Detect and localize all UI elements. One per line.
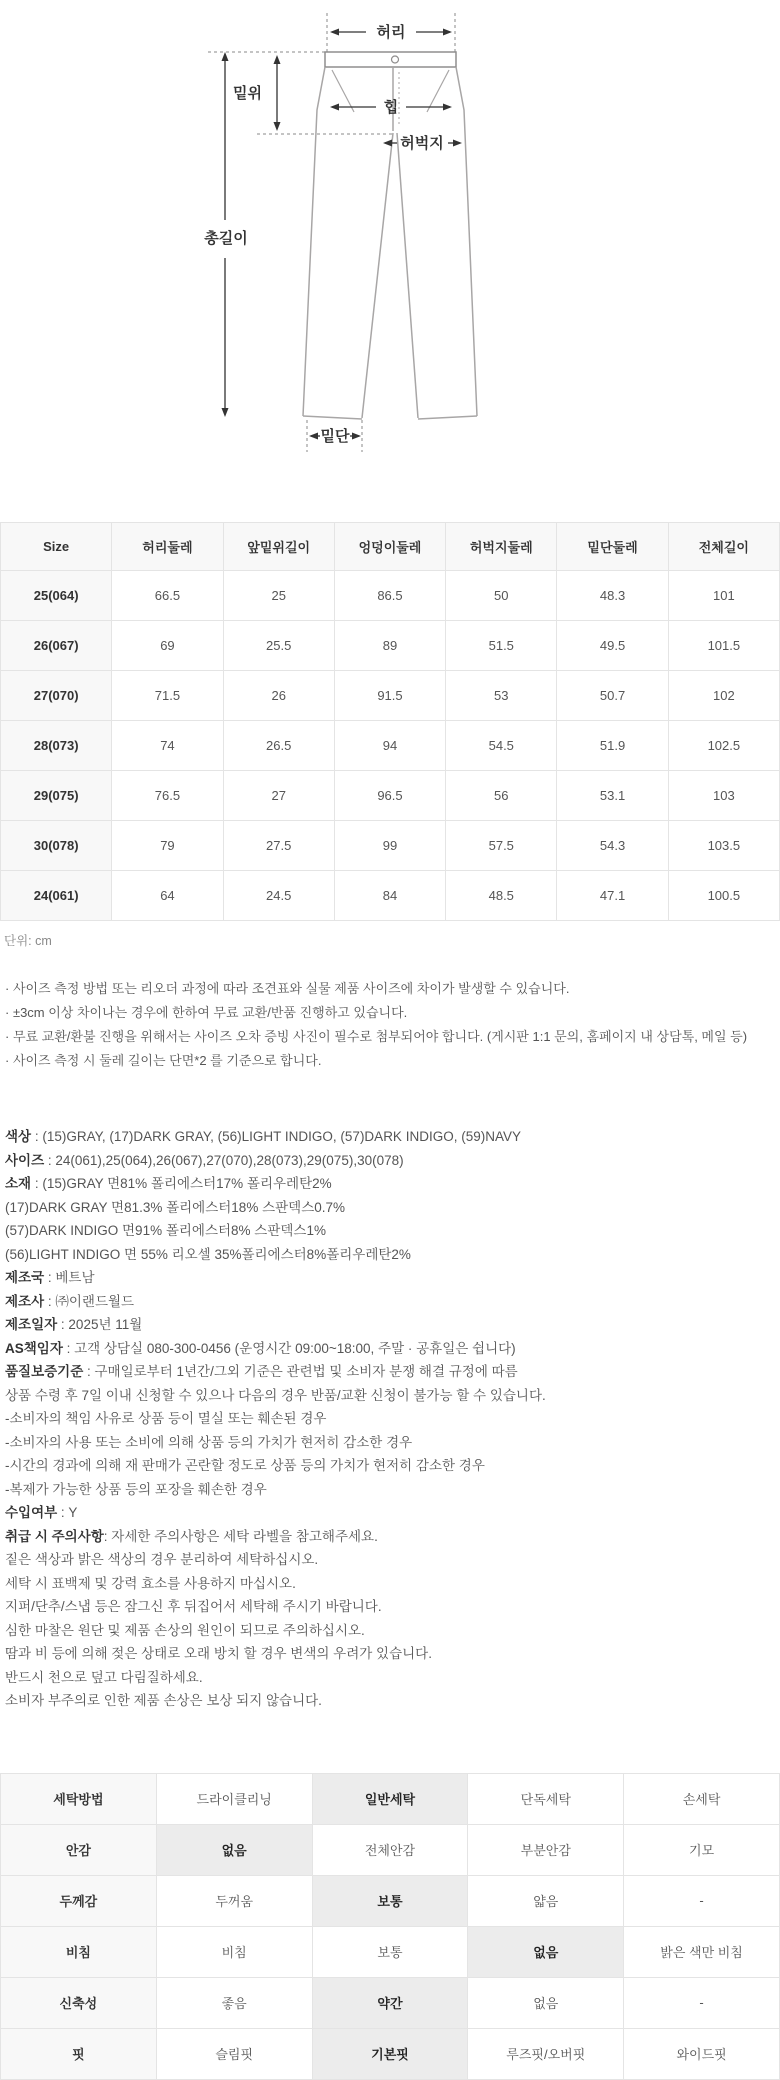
product-info-text: -소비자의 사용 또는 소비에 의해 상품 등의 가치가 현저히 감소한 경우 — [5, 1434, 413, 1450]
product-info-text: 소비자 부주의로 인한 제품 손상은 보상 되지 않습니다. — [5, 1693, 322, 1708]
size-table-row — [1, 571, 780, 621]
unit-note: 단위: cm — [4, 934, 52, 948]
measurement-cell: 89 — [334, 621, 445, 671]
care-table-row — [1, 1926, 780, 1977]
measurement-cell: 25 — [223, 571, 334, 621]
size-table-row — [1, 671, 780, 721]
size-column-header: 밑단둘레 — [557, 523, 668, 571]
product-info-label: AS책임자 — [5, 1340, 63, 1356]
thigh-label: 허벅지 — [400, 135, 444, 152]
size-cell: 24(061) — [1, 871, 112, 921]
product-info-line — [5, 1337, 780, 1361]
care-option: 단독세탁 — [468, 1773, 624, 1824]
product-info-line — [5, 1666, 780, 1690]
size-table-row — [1, 621, 780, 671]
total-length-label: 총길이 — [204, 230, 248, 247]
product-info-label: 수입여부 — [5, 1505, 58, 1520]
product-info-line — [5, 1548, 780, 1572]
product-info-label: 품질보증기준 — [5, 1364, 84, 1379]
measurement-cell: 102.5 — [668, 721, 779, 771]
measurement-cell: 57.5 — [446, 821, 557, 871]
care-option: 두꺼움 — [156, 1875, 312, 1926]
rise-label: 밑위 — [233, 85, 262, 102]
care-option-selected: 없음 — [156, 1824, 312, 1875]
pants-diagram-svg — [0, 0, 780, 470]
size-table-row — [1, 771, 780, 821]
measurement-cell: 101 — [668, 571, 779, 621]
product-info-text: 반드시 천으로 덮고 다림질하세요. — [5, 1669, 203, 1685]
size-table-row — [1, 871, 780, 921]
measurement-cell: 48.3 — [557, 571, 668, 621]
product-info-line — [5, 1313, 780, 1337]
care-option-selected: 없음 — [468, 1926, 624, 1977]
care-row-label: 두께감 — [1, 1875, 157, 1926]
product-info-text: : 24(061),25(064),26(067),27(070),28(073),29(075),30(078) — [44, 1152, 404, 1168]
measurement-cell: 86.5 — [334, 571, 445, 621]
product-info-line — [5, 1572, 780, 1596]
product-info-text: : Y — [57, 1505, 78, 1520]
product-info-text: : 자세한 주의사항은 세탁 라벨을 참고해주세요. — [103, 1528, 378, 1544]
measurement-cell: 27.5 — [223, 821, 334, 871]
hem-label: 밑단 — [320, 428, 350, 445]
measurement-cell: 100.5 — [668, 871, 779, 921]
product-info — [0, 1125, 780, 1713]
product-info-text: 세탁 시 표백제 및 강력 효소를 사용하지 마십시오. — [5, 1575, 296, 1591]
measurement-cell: 49.5 — [557, 621, 668, 671]
care-option: 밝은 색만 비침 — [624, 1926, 780, 1977]
measurement-cell: 48.5 — [446, 871, 557, 921]
product-info-text: -시간의 경과에 의해 재 판매가 곤란할 정도로 상품 등의 가치가 현저히 감소한 경우 — [5, 1458, 485, 1473]
product-info-line — [5, 1431, 780, 1455]
care-option: 기모 — [624, 1824, 780, 1875]
product-info-label: 제조일자 — [5, 1317, 58, 1332]
care-option: 좋음 — [156, 1977, 312, 2028]
measurement-cell: 99 — [334, 821, 445, 871]
size-cell: 30(078) — [1, 821, 112, 871]
product-info-line — [5, 1689, 780, 1713]
product-info-line — [5, 1478, 780, 1502]
care-option-selected: 일반세탁 — [312, 1773, 468, 1824]
product-info-line — [5, 1196, 780, 1220]
measurement-cell: 53.1 — [557, 771, 668, 821]
measurement-cell: 76.5 — [112, 771, 223, 821]
product-info-text: : (15)GRAY, (17)DARK GRAY, (56)LIGHT INDIGO, (57)DARK INDIGO, (59)NAVY — [31, 1129, 521, 1144]
size-note-line: · 사이즈 측정 방법 또는 리오더 과정에 따라 조견표와 실물 제품 사이즈에 차이가 발생할 수 있습니다. — [5, 981, 570, 996]
size-column-header: 엉덩이둘레 — [334, 523, 445, 571]
measurement-cell: 84 — [334, 871, 445, 921]
care-table-row — [1, 2028, 780, 2079]
product-info-text: -소비자의 책임 사유로 상품 등이 멸실 또는 훼손된 경우 — [5, 1411, 327, 1426]
product-info-line — [5, 1642, 780, 1666]
care-option-selected: 기본핏 — [312, 2028, 468, 2079]
product-info-label: 색상 — [5, 1129, 32, 1144]
care-row-label: 비침 — [1, 1926, 157, 1977]
product-info-text: 땀과 비 등에 의해 젖은 상태로 오래 방치 할 경우 변색의 우려가 있습니다. — [5, 1646, 432, 1661]
care-option: 드라이클리닝 — [156, 1773, 312, 1824]
size-column-header: 허리둘레 — [112, 523, 223, 571]
product-info-line — [5, 1501, 780, 1525]
size-cell: 26(067) — [1, 621, 112, 671]
care-option: 루즈핏/오버핏 — [468, 2028, 624, 2079]
care-option: - — [624, 1875, 780, 1926]
measurement-cell: 27 — [223, 771, 334, 821]
care-row-label: 신축성 — [1, 1977, 157, 2028]
product-info-line — [5, 1125, 780, 1149]
measurement-cell: 91.5 — [334, 671, 445, 721]
size-cell: 27(070) — [1, 671, 112, 721]
measurement-cell: 56 — [446, 771, 557, 821]
product-info-text: 지퍼/단추/스냅 등은 잠그신 후 뒤집어서 세탁해 주시기 바랍니다. — [5, 1599, 382, 1614]
product-info-line — [5, 1360, 780, 1384]
measurement-cell: 26.5 — [223, 721, 334, 771]
care-option: 와이드핏 — [624, 2028, 780, 2079]
product-info-text: (57)DARK INDIGO 면91% 폴리에스터8% 스판덱스1% — [5, 1223, 326, 1238]
care-option: 슬림핏 — [156, 2028, 312, 2079]
size-table-row — [1, 721, 780, 771]
measurement-cell: 47.1 — [557, 871, 668, 921]
product-info-line — [5, 1384, 780, 1408]
product-info-line — [5, 1595, 780, 1619]
care-row-label: 핏 — [1, 2028, 157, 2079]
measurement-cell: 79 — [112, 821, 223, 871]
product-info-label: 취급 시 주의사항 — [5, 1528, 104, 1544]
care-table-row — [1, 1773, 780, 1824]
product-info-text: : 2025년 11월 — [57, 1317, 143, 1332]
product-info-line — [5, 1266, 780, 1290]
measurement-cell: 24.5 — [223, 871, 334, 921]
size-table — [0, 522, 780, 921]
measurement-cell: 53 — [446, 671, 557, 721]
measurement-cell: 64 — [112, 871, 223, 921]
care-row-label: 안감 — [1, 1824, 157, 1875]
product-info-line — [5, 1407, 780, 1431]
product-info-text: (17)DARK GRAY 면81.3% 폴리에스터18% 스판덱스0.7% — [5, 1199, 346, 1215]
measurement-cell: 103.5 — [668, 821, 779, 871]
measurement-cell: 66.5 — [112, 571, 223, 621]
product-info-text: 심한 마찰은 원단 및 제품 손상의 원인이 되므로 주의하십시오. — [5, 1622, 365, 1638]
waist-label: 허리 — [376, 24, 406, 41]
size-column-header: 앞밑위길이 — [223, 523, 334, 571]
care-option: 손세탁 — [624, 1773, 780, 1824]
measurement-cell: 101.5 — [668, 621, 779, 671]
measurement-cell: 50.7 — [557, 671, 668, 721]
size-column-header: 전체길이 — [668, 523, 779, 571]
measurement-cell: 102 — [668, 671, 779, 721]
care-option: 부분안감 — [468, 1824, 624, 1875]
hip-label: 힙 — [383, 99, 399, 116]
measurement-cell: 71.5 — [112, 671, 223, 721]
product-info-line — [5, 1219, 780, 1243]
size-column-header: Size — [1, 523, 112, 571]
product-info-text: : 고객 상담실 080-300-0456 (운영시간 09:00~18:00, 주말 · 공휴일은 쉽니다) — [62, 1340, 516, 1356]
product-info-line — [5, 1172, 780, 1196]
product-info-line — [5, 1454, 780, 1478]
size-column-header: 허벅지둘레 — [446, 523, 557, 571]
care-option: 없음 — [468, 1977, 624, 2028]
measurement-cell: 26 — [223, 671, 334, 721]
product-info-text: : ㈜이랜드월드 — [44, 1293, 135, 1309]
size-notes — [0, 977, 780, 1073]
care-option: 보통 — [312, 1926, 468, 1977]
size-table-header-row — [1, 523, 780, 571]
care-option-selected: 약간 — [312, 1977, 468, 2028]
product-info-text: : (15)GRAY 면81% 폴리에스터17% 폴리우레탄2% — [31, 1176, 332, 1191]
care-table-row — [1, 1875, 780, 1926]
product-info-label: 제조국 — [5, 1270, 45, 1285]
product-info-label: 소재 — [5, 1176, 32, 1191]
product-info-text: : 베트남 — [44, 1270, 95, 1285]
care-table — [0, 1773, 780, 2080]
product-info-line — [5, 1525, 780, 1549]
pants-measurement-diagram — [0, 0, 780, 470]
care-table-row — [1, 1977, 780, 2028]
measurement-cell: 25.5 — [223, 621, 334, 671]
measurement-cell: 74 — [112, 721, 223, 771]
measurement-cell: 69 — [112, 621, 223, 671]
product-info-text: 짙은 색상과 밝은 색상의 경우 분리하여 세탁하십시오. — [5, 1552, 319, 1567]
care-table-row — [1, 1824, 780, 1875]
care-option-selected: 보통 — [312, 1875, 468, 1926]
care-option: 전체안감 — [312, 1824, 468, 1875]
measurement-cell: 94 — [334, 721, 445, 771]
product-info-line — [5, 1619, 780, 1643]
care-option: 얇음 — [468, 1875, 624, 1926]
product-info-text: : 구매일로부터 1년간/그외 기준은 관련법 및 소비자 분쟁 해결 규정에 따름 — [83, 1364, 518, 1379]
product-info-text: 상품 수령 후 7일 이내 신청할 수 있으나 다음의 경우 반품/교환 신청이 불가능 할 수 있습니다. — [5, 1387, 546, 1403]
product-info-line — [5, 1149, 780, 1173]
size-cell: 25(064) — [1, 571, 112, 621]
measurement-cell: 96.5 — [334, 771, 445, 821]
measurement-cell: 54.5 — [446, 721, 557, 771]
size-cell: 29(075) — [1, 771, 112, 821]
size-table-row — [1, 821, 780, 871]
measurement-cell: 51.9 — [557, 721, 668, 771]
measurement-cell: 103 — [668, 771, 779, 821]
care-option: - — [624, 1977, 780, 2028]
measurement-cell: 51.5 — [446, 621, 557, 671]
product-info-text: (56)LIGHT INDIGO 면 55% 리오셀 35%폴리에스터8%폴리우레탄2% — [5, 1246, 411, 1262]
care-option: 비침 — [156, 1926, 312, 1977]
product-info-label: 사이즈 — [5, 1152, 45, 1168]
measurement-cell: 50 — [446, 571, 557, 621]
size-note-line: · 무료 교환/환불 진행을 위해서는 사이즈 오차 증빙 사진이 필수로 첨부되어야 합니다. (게시판 1:1 문의, 홈페이지 내 상담톡, 메일 등) — [5, 1029, 748, 1044]
product-info-line — [5, 1243, 780, 1267]
product-info-label: 제조사 — [5, 1293, 45, 1309]
size-note-line: · 사이즈 측정 시 둘레 길이는 단면*2 를 기준으로 합니다. — [5, 1053, 322, 1068]
care-row-label: 세탁방법 — [1, 1773, 157, 1824]
size-note-line: · ±3cm 이상 차이나는 경우에 한하여 무료 교환/반품 진행하고 있습니다. — [5, 1005, 408, 1020]
product-info-line — [5, 1290, 780, 1314]
measurement-cell: 54.3 — [557, 821, 668, 871]
size-cell: 28(073) — [1, 721, 112, 771]
product-info-text: -복제가 가능한 상품 등의 포장을 훼손한 경우 — [5, 1481, 267, 1497]
